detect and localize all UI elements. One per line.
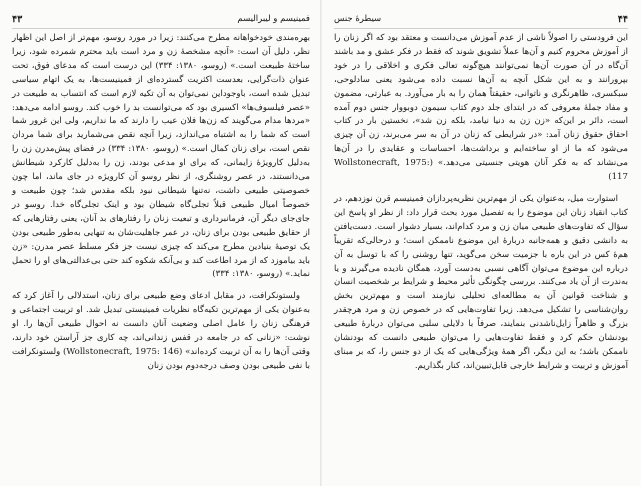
right-page (328, 0, 634, 486)
paragraph: بهره‌مندی خودخواهانه مطرح می‌کنند: زیرا در مورد روسو، مهم‌تر از اصل این اظهار نظر، دلیل آن است: «آنچه مشخصهٔ زن و مرد است باید محترم شمرده شود، زیرا ساختهٔ طبیعت است.» (روسو، ۱۳۸۰: ۳۳۴) این درست است که مدعای فوق، تحت عنوان ذات‌گرایی، بعدست اکثریت گسترده‌ای از فمینیست‌ها، به یک اتهام سیاسی تبدیل شده است، باوجوداین نمی‌توان به آن تکیه لازم است که انتساب به طبیعت در «عصر فیلسوف‌ها» اکسیری بود که می‌توانست بد را خوب کند. روسو ادامه می‌دهد: «مردها مدام می‌گویند که زن‌ها فلان عیب را دارند که ما نداریم، ولی این غرور شما است که شما را به اشتباه می‌اندازد، زیرا آنچه نقص می‌شمارید برای شما مردان نقص است، برای زنان کمال است.» (روسو، ۱۳۸۰: ۳۳۴) در فضای پیش‌مدرن زن را به‌دلیل کارویژهٔ زایمانی، که برای او مدعی بودند، زن را به‌دلیل کارکرد شیطانش می‌دانستند، در عصر روشنگری، از نظر روسو آن کارویژه در جای ماند، اما چون خصوصیتی طبیعی داشت، نه‌تنها شیطانی نبود بلکه مقدس شد؛ چون طبیعت و خصوصاً امیال طبیعی قبلاً تجلی‌گاه شیطان بود و اینک تجلی‌گاه خدا. روسو در جای‌جای دیگر آن، فرمانبرداری و تبعیت زنان را رفتارهای بد آنان، یعنی رفتارهایی که از حقایق طبیعی بودن برای زنان، در عمر جاهلیت‌شان به تنهایی به‌طور طبیعی بودن یک توصیهٔ بنیادین مطرح می‌کند که چیزی نیست جز فکر مسلط عصر مدرن: «زن باید بیاموزد که از مرد اطاعت کند و بی‌آنکه شکوه کند حتی بی‌عدالتی‌های او را تحمل نماید.» (روسو، ۱۳۸۰: ۳۳۴) (12, 33, 310, 280)
book-gutter (320, 0, 322, 486)
paragraph: استوارت میل، به‌عنوان یکی از مهم‌ترین نظریه‌پردازان فمینیسم قرن نوزدهم، در کتاب انقیاد زنان این موضوع را به تفصیل مورد بحث قرار داد: از نظر او پاسخ این سؤال که تفاوت‌های طبیعی میان زن و مرد کدام‌اند، بسیار دشوار است. دست‌یافتن به دانشی دقیق و همه‌جانبه دربارهٔ این موضوع ناممکن است؛ و درحالی‌که تقریباً هم‌هٔ کس در این باره با جزمیت سخن می‌گوید، تنها روشنی را که با توسل به آن درباره این موضوع می‌توان آگاهی نسبی به‌دست آورد، همگان نادیده می‌گیرند و یا به‌ندرت از آن یاد می‌کنند. بررسی چگونگی تأثیر محیط و شرایط بر شخصیت انسان و شناخت قوانین آن به مطالعه‌ای تحلیلی نیازمند است و مهم‌ترین بخش روان‌شناسی را تشکیل می‌دهد. زیرا تفاوت‌هایی که در خصوص زن و مرد هرچقدر بزرگ و ظاهراً زایل‌ناشدنی بنمایند، صرفاً با دلایلی سلبی می‌توان دربارهٔ طبیعی بودنشان حکم کرد و فقط تفاوت‌هایی را می‌توان طبیعی دانست که بودنشان ناممکن باشد؛ به این دیگر، اگر همهٔ ویژگی‌هایی که یک از دو جنس را، که بر مبنای آموزش و تربیت و شرایط خارجی قابل‌تبیین‌اند، کنار بگذاریم. (334, 193, 628, 371)
page-body (334, 32, 628, 480)
page-header (334, 12, 628, 29)
page-body (12, 32, 310, 480)
running-title: فمینیسم و لیبرالیسم (237, 14, 310, 24)
page-number: ۴۴ (617, 13, 628, 25)
left-page (6, 0, 316, 486)
running-title: سیطرهٔ جنس (334, 14, 382, 24)
paragraph: این فرودستی را اصولاً ناشی از عدم آموزش می‌دانست و معتقد بود که اگر زنان را از آموزش محروم کنیم و آن‌ها عملاً تشویق شوند که فقط در فکر عشق و مد باشند آن‌گاه در آن صورت آن‌ها نمی‌توانند هیچ‌گونه تعالی فکری و اخلاقی را در خود بپرورانند و به این شکل آنچه به آن‌ها نسبت داده می‌شود یعنی سادلوحی، سبکسری، ظاهرنگری و ناتوانی، حقیقتاً همان را به بار می‌آورد. به عبارتی، مضمون و مفاد جملهٔ معروفی که در ابتدای جلد دوم کتاب سیمون دوبووار جنس دوم آمده است، دائر بر این‌که «زن زن به دنیا نیامد، بلکه زن شد»، نخستین بار در کتاب احقاق حقوق زنان آمد: «در شرایطی که زنان در آن به سر می‌برند، زن آن چیزی می‌شود که ما از او ساخته‌ایم و برداشت‌ها، احساسات و عقایدی را در آن‌ها می‌نشاند که به فکر آنان هویتی جنسیتی می‌دهد.» (Wollstonecraft, 1975: 117) (334, 33, 628, 183)
page-number: ۴۳ (12, 13, 23, 25)
paragraph: ولستونکرافت، در مقابل ادعای وضع طبیعی برای زنان، استدلالی را آغاز کرد که به‌عنوان یکی از مهم‌ترین تکیه‌گاه نظریات فمینیستی تبدیل شد. او تربیت اجتماعی و فرهنگی زنان را عامل اصلی وضعیت آنان دانست نه احوال طبیعی آن‌ها را. او نوشت: «زنانی که در جامعه در قفس زندانی‌اند، چه کاری جز آراستن خود دارند، وقتی آن‌ها را به آن تربیت کرده‌اند» (Wollstonecraft, 1975: 146) ولستونکرافت با نفی طبیعی بودن وصف درجه‌دوم بودن زنان (12, 291, 310, 371)
page-header (12, 12, 310, 29)
